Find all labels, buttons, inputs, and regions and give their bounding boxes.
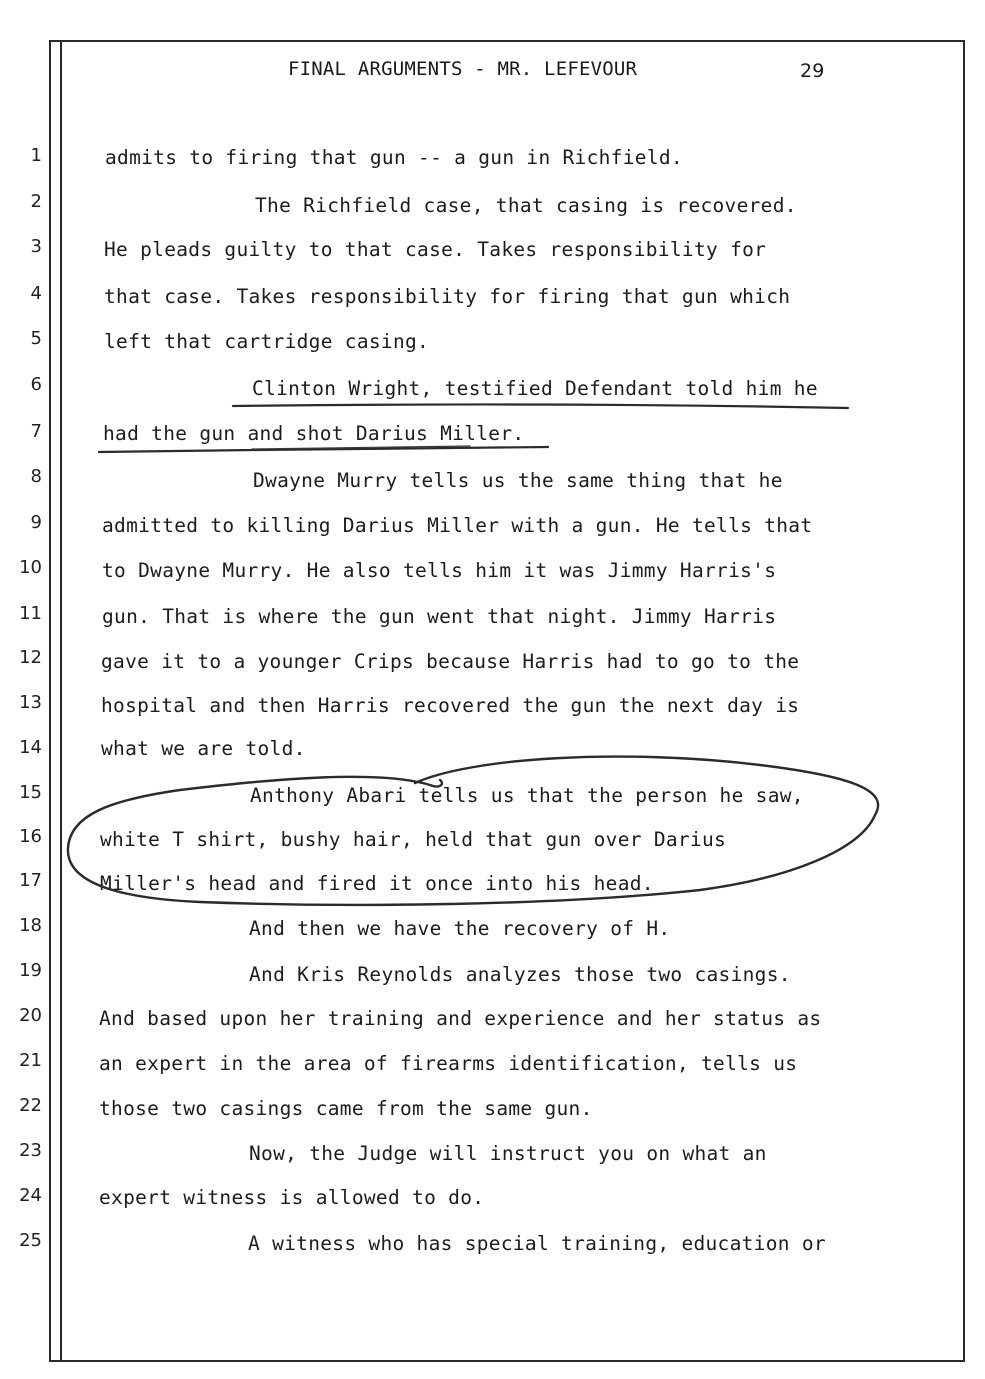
transcript-line: He pleads guilty to that case. Takes responsibility for	[104, 238, 767, 261]
line-number: 18	[19, 915, 42, 936]
transcript-line: Miller's head and fired it once into his head.	[100, 872, 654, 895]
transcript-line: an expert in the area of firearms identification, tells us	[99, 1052, 798, 1075]
line-number: 19	[19, 960, 42, 981]
line-number: 11	[19, 603, 42, 624]
transcript-line: And Kris Reynolds analyzes those two casings.	[249, 963, 791, 986]
line-number: 16	[19, 826, 42, 847]
transcript-line: those two casings came from the same gun.	[99, 1097, 593, 1120]
transcript-line: to Dwayne Murry. He also tells him it was Jimmy Harris's	[102, 559, 777, 582]
page-header	[0, 58, 985, 88]
transcript-line: that case. Takes responsibility for firing that gun which	[104, 285, 791, 308]
transcript-line: hospital and then Harris recovered the gun the next day is	[101, 694, 800, 717]
line-number: 9	[30, 512, 42, 533]
transcript-line: gave it to a younger Crips because Harris had to go to the	[101, 650, 800, 673]
transcript-line: Dwayne Murry tells us the same thing that he	[253, 469, 783, 492]
transcript-line: Clinton Wright, testified Defendant told him he	[252, 377, 818, 400]
transcript-line: white T shirt, bushy hair, held that gun over Darius	[100, 828, 727, 851]
transcript-line: A witness who has special training, education or	[248, 1232, 826, 1255]
left-margin-rule	[60, 40, 62, 1362]
line-number: 8	[30, 466, 42, 487]
line-number: 23	[19, 1140, 42, 1161]
transcript-line: admitted to killing Darius Miller with a gun. He tells that	[102, 514, 813, 537]
transcript-line: expert witness is allowed to do.	[99, 1186, 485, 1209]
transcript-line: gun. That is where the gun went that night. Jimmy Harris	[102, 605, 777, 628]
line-number: 24	[19, 1185, 42, 1206]
line-number: 7	[30, 421, 42, 442]
transcript-line: And then we have the recovery of H.	[249, 917, 671, 940]
transcript-line: what we are told.	[101, 737, 306, 760]
line-number: 6	[30, 374, 42, 395]
line-number: 14	[19, 737, 42, 758]
transcript-line: had the gun and shot Darius Miller.	[103, 422, 525, 445]
line-number: 20	[19, 1005, 42, 1026]
transcript-line: Anthony Abari tells us that the person he saw,	[250, 784, 804, 807]
line-number: 12	[19, 647, 42, 668]
header-title: FINAL ARGUMENTS - MR. LEFEVOUR	[288, 58, 638, 80]
line-number: 5	[30, 328, 42, 349]
line-number: 2	[30, 191, 42, 212]
line-number: 1	[30, 145, 42, 166]
line-number: 22	[19, 1095, 42, 1116]
line-number: 21	[19, 1050, 42, 1071]
transcript-line: left that cartridge casing.	[104, 330, 430, 353]
line-number: 10	[19, 557, 42, 578]
transcript-line: Now, the Judge will instruct you on what an	[249, 1142, 767, 1165]
transcript-line: And based upon her training and experience and her status as	[99, 1007, 822, 1030]
line-number: 4	[30, 283, 42, 304]
transcript-line: admits to firing that gun -- a gun in Richfield.	[105, 146, 683, 169]
line-number: 17	[19, 870, 42, 891]
line-number: 13	[19, 692, 42, 713]
line-number: 15	[19, 782, 42, 803]
page-number: 29	[800, 60, 825, 82]
line-number: 25	[19, 1230, 42, 1251]
transcript-line: The Richfield case, that casing is recovered.	[255, 194, 797, 217]
line-number: 3	[30, 236, 42, 257]
